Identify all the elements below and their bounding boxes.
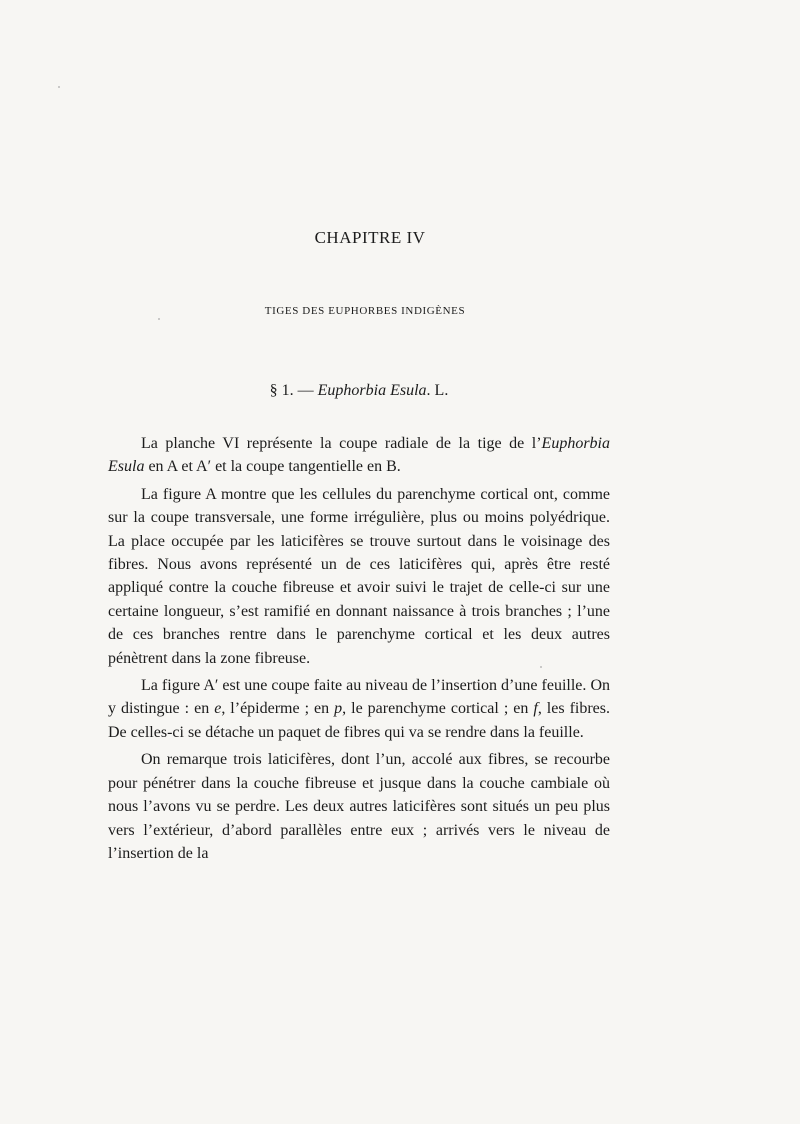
label-f-italic: f <box>533 700 538 718</box>
species-name-italic: Euphorbia Esula <box>108 435 610 476</box>
paragraph-3-text-g: , les fibres. De celles-ci se détache un paquet de fibres qui va se rendre dans la feuille. <box>108 700 611 741</box>
chapter-title: CHAPITRE IV <box>314 228 426 247</box>
paragraph-1-text-c: en A et A′ et la coupe tangentielle en B. <box>144 458 401 476</box>
paper-speck <box>58 86 60 88</box>
paragraph-1 <box>108 432 610 479</box>
section-number: § 1. — <box>269 382 318 399</box>
label-e-italic: e <box>214 700 222 718</box>
chapter-subtitle: TIGES DES EUPHORBES INDIGÈNES <box>264 305 466 317</box>
section-suffix: . L. <box>426 382 449 399</box>
paper-speck <box>158 318 160 320</box>
paragraph-4: On remarque trois laticifères, dont l’un, accolé aux fibres, se recourbe pour pénétrer dans la couche fibreuse et jusque dans la couche cambiale où nous l’avons vu se perdre. Les deux autres laticifères sont situés un peu plus vers l’extérieur, d’abord parallèles entre eux ; arrivés vers le niveau de l’insertion de la <box>108 751 610 862</box>
paragraph-3 <box>108 674 610 744</box>
body-text <box>108 432 610 869</box>
paragraph-3-text-e: , le parenchyme cortical ; en <box>342 700 534 718</box>
paragraph-1-text-a: La planche VI représente la coupe radiale de la tige de l’ <box>141 435 542 452</box>
section-species-name: Euphorbia Esula <box>317 382 427 399</box>
paragraph-3-text-c: , l’épiderme ; en <box>221 700 335 718</box>
label-p-italic: p <box>334 700 343 718</box>
paragraph-3-text-a: La figure A′ est une coupe faite au niveau de l’insertion d’une feuille. On y distingue : en <box>108 677 610 718</box>
section-heading <box>0 382 718 400</box>
paragraph-2: La figure A montre que les cellules du parenchyme cortical ont, comme sur la coupe transversale, une forme irrégulière, plus ou moins polyédrique. La place occupée par les laticifères se trouve surtout dans le voisinage des fibres. Nous avons représenté un de ces laticifères qui, après être resté appliqué contre la couche fibreuse et avoir suivi le trajet de celle-ci sur une certaine longueur, s’est ramifié en donnant naissance à trois branches ; l’une de ces branches rentre dans le parenchyme cortical et les deux autres pénètrent dans la zone fibreuse. <box>108 485 610 667</box>
paper-speck <box>540 666 542 668</box>
